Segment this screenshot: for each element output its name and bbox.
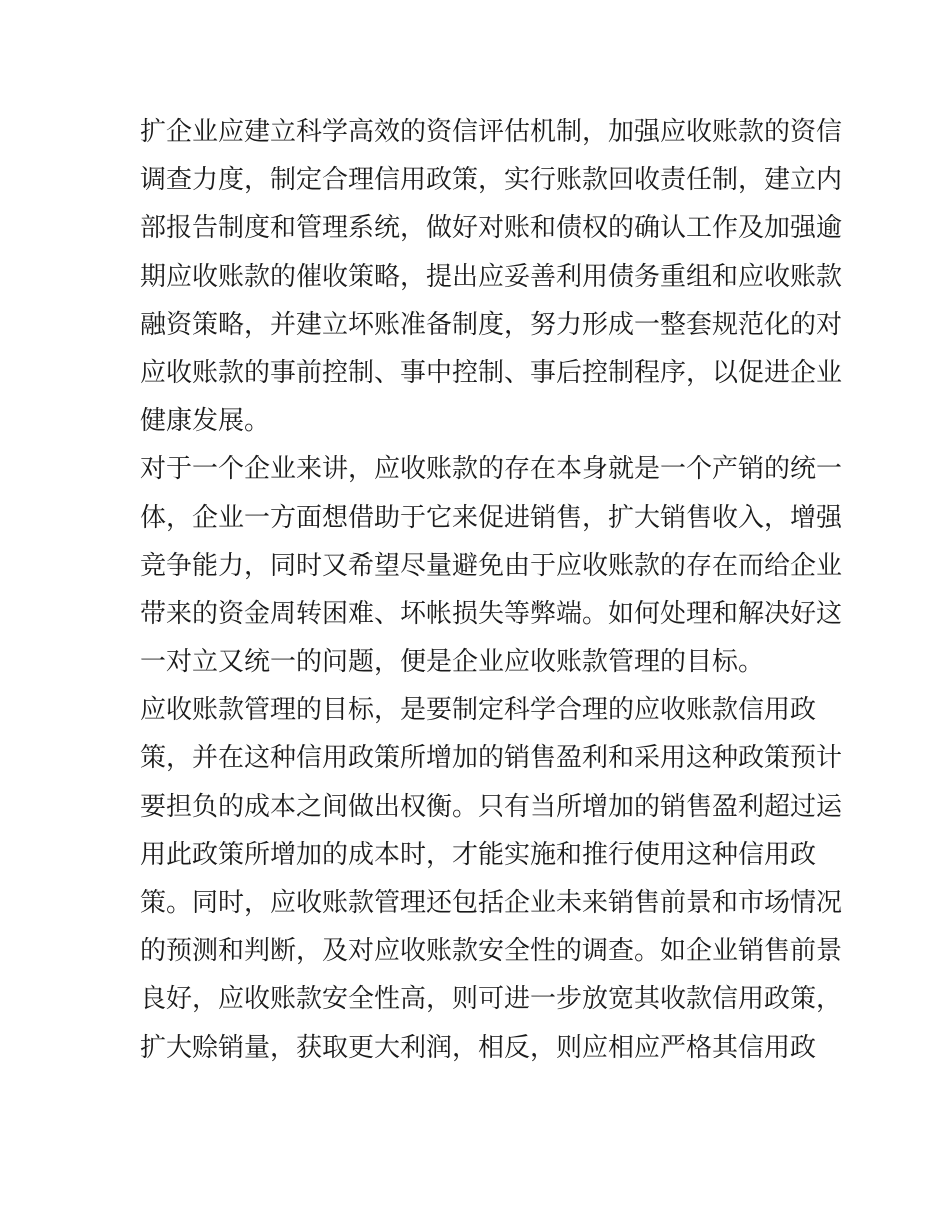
text-line: 调查力度，制定合理信用政策，实行账款回收责任制，建立内	[140, 165, 843, 196]
text-line: 应收账款管理的目标，是要制定科学合理的应收账款信用政	[140, 695, 817, 726]
text-line: 融资策略，并建立坏账准备制度，努力形成一整套规范化的对	[140, 309, 843, 340]
text-line: 扩大赊销量，获取更大利润，相反，则应相应严格其信用政	[140, 1032, 817, 1063]
text-line: 带来的资金周转困难、坏帐损失等弊端。如何处理和解决好这	[140, 598, 843, 629]
text-line: 一对立又统一的问题，便是企业应收账款管理的目标。	[140, 647, 765, 678]
text-line: 要担负的成本之间做出权衡。只有当所增加的销售盈利超过运	[140, 791, 843, 822]
text-line: 应收账款的事前控制、事中控制、事后控制程序，以促进企业	[140, 357, 843, 388]
text-line: 用此政策所增加的成本时，才能实施和推行使用这种信用政	[140, 839, 817, 870]
text-line: 扩企业应建立科学高效的资信评估机制，加强应收账款的资信	[140, 117, 843, 147]
body-text	[140, 108, 843, 1072]
text-line: 部报告制度和管理系统，做好对账和债权的确认工作及加强逾	[140, 213, 843, 244]
text-line: 良好，应收账款安全性高，则可进一步放宽其收款信用政策，	[140, 984, 843, 1015]
text-line: 策。同时，应收账款管理还包括企业未来销售前景和市场情况	[140, 888, 843, 918]
text-line: 对于一个企业来讲，应收账款的存在本身就是一个产销的统一	[140, 454, 843, 485]
text-line: 策，并在这种信用政策所增加的销售盈利和采用这种政策预计	[140, 743, 843, 774]
text-line: 竞争能力，同时又希望尽量避免由于应收账款的存在而给企业	[140, 550, 843, 581]
text-line: 体，企业一方面想借助于它来促进销售，扩大销售收入，增强	[140, 502, 843, 533]
text-line: 的预测和判断，及对应收账款安全性的调查。如企业销售前景	[140, 936, 843, 967]
text-line: 期应收账款的催收策略，提出应妥善利用债务重组和应收账款	[140, 261, 843, 292]
text-line: 健康发展。	[140, 406, 271, 437]
